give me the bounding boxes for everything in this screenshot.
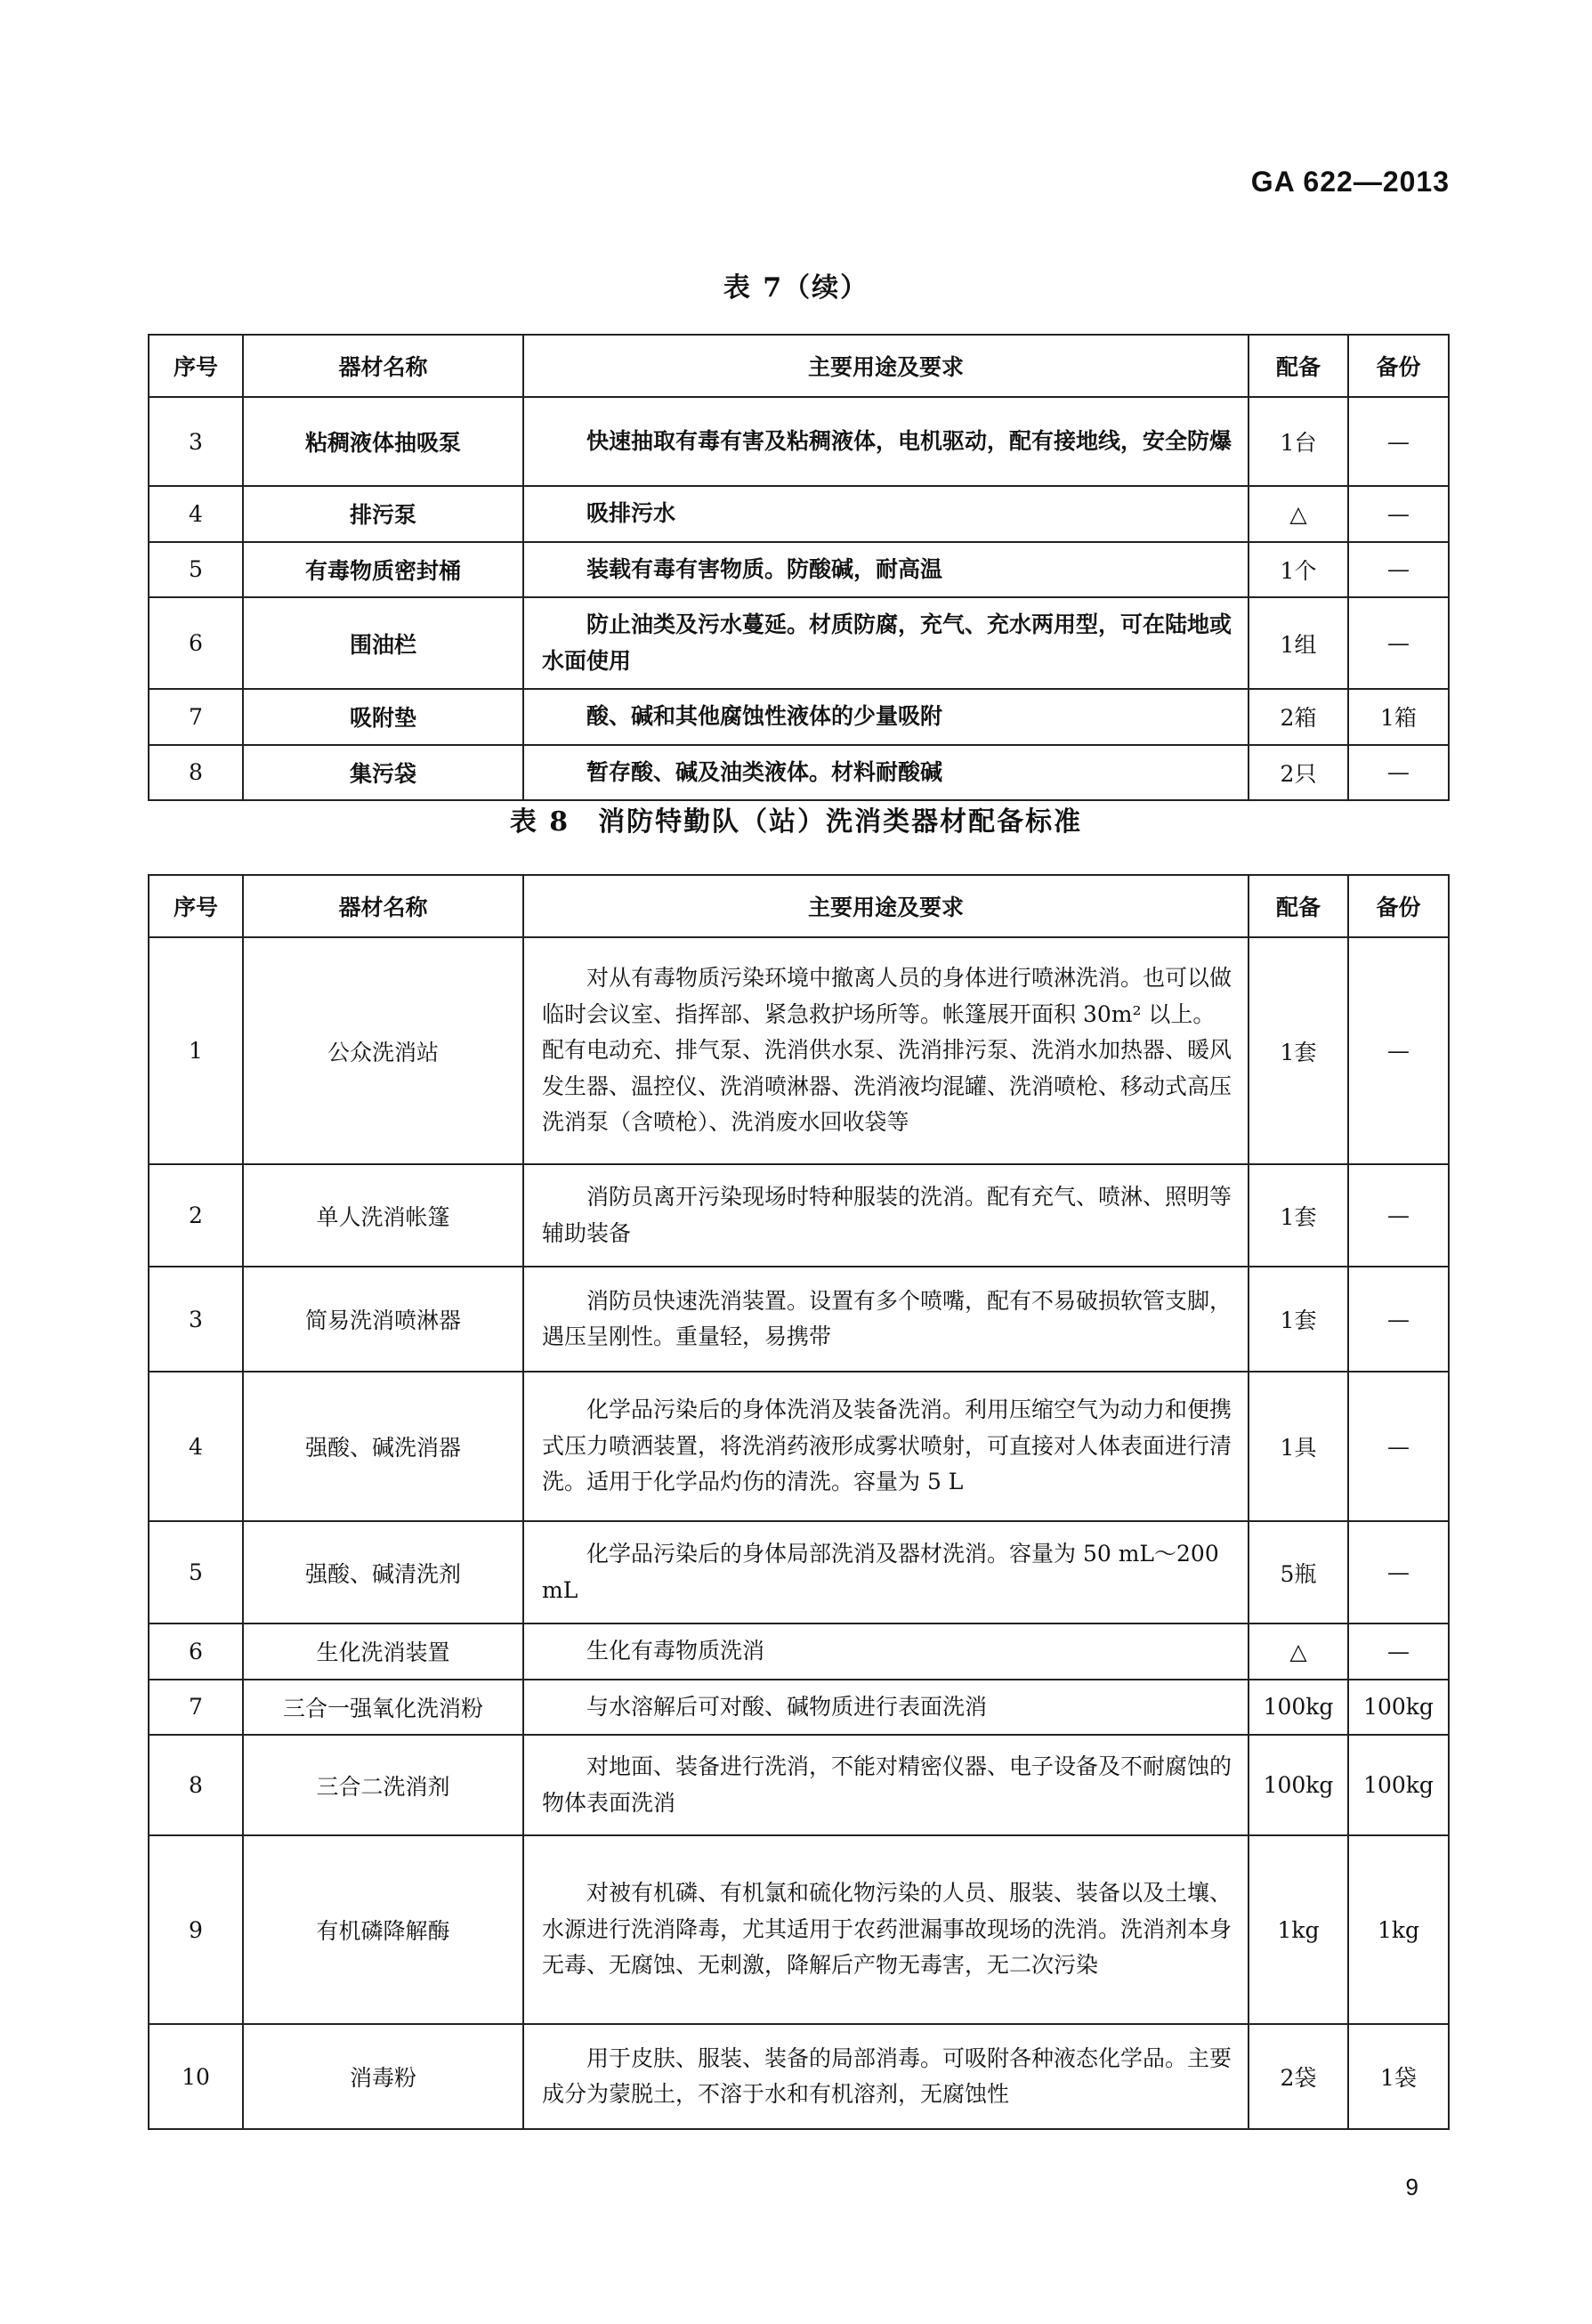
cell-equip: △	[1249, 1624, 1348, 1680]
cell-backup: —	[1348, 937, 1449, 1164]
table8-header-row	[149, 875, 1449, 937]
cell-backup: —	[1348, 745, 1449, 801]
cell-backup: —	[1348, 542, 1449, 598]
header-no: 序号	[149, 875, 243, 937]
cell-backup: —	[1348, 597, 1449, 689]
header-equip: 配备	[1249, 335, 1348, 397]
cell-equip: 1个	[1249, 542, 1348, 598]
cell-no: 7	[149, 1680, 243, 1736]
cell-name: 公众洗消站	[243, 937, 523, 1164]
cell-name: 粘稠液体抽吸泵	[243, 397, 523, 486]
cell-equip: 1kg	[1249, 1835, 1348, 2024]
cell-equip: 1具	[1249, 1372, 1348, 1521]
table-row	[149, 542, 1449, 598]
table-row	[149, 1267, 1449, 1372]
cell-equip: 2袋	[1249, 2024, 1348, 2129]
cell-name: 简易洗消喷淋器	[243, 1267, 523, 1372]
cell-name: 单人洗消帐篷	[243, 1164, 523, 1267]
table7	[148, 334, 1450, 801]
cell-no: 8	[149, 745, 243, 801]
cell-name: 集污袋	[243, 745, 523, 801]
cell-desc: 快速抽取有毒有害及粘稠液体，电机驱动，配有接地线，安全防爆	[523, 397, 1249, 486]
cell-desc: 生化有毒物质洗消	[523, 1624, 1249, 1680]
cell-no: 6	[149, 1624, 243, 1680]
cell-desc: 用于皮肤、服装、装备的局部消毒。可吸附各种液态化学品。主要成分为蒙脱土，不溶于水和有机溶剂，无腐蚀性	[523, 2024, 1249, 2129]
cell-no: 8	[149, 1735, 243, 1835]
table-row	[149, 1680, 1449, 1736]
table-row	[149, 597, 1449, 689]
cell-desc: 装载有毒有害物质。防酸碱，耐高温	[523, 542, 1249, 598]
cell-name: 围油栏	[243, 597, 523, 689]
cell-no: 9	[149, 1835, 243, 2024]
cell-equip: 100kg	[1249, 1680, 1348, 1736]
header-desc: 主要用途及要求	[523, 875, 1249, 937]
table-row	[149, 1164, 1449, 1267]
cell-no: 6	[149, 597, 243, 689]
cell-equip: 100kg	[1249, 1735, 1348, 1835]
standard-code: GA 622—2013	[1250, 166, 1450, 198]
table-row	[149, 1372, 1449, 1521]
cell-backup: —	[1348, 1267, 1449, 1372]
cell-desc: 对地面、装备进行洗消，不能对精密仪器、电子设备及不耐腐蚀的物体表面洗消	[523, 1735, 1249, 1835]
cell-backup: —	[1348, 1164, 1449, 1267]
header-equip: 配备	[1249, 875, 1348, 937]
cell-equip: 1组	[1249, 597, 1348, 689]
table-row	[149, 1835, 1449, 2024]
cell-no: 7	[149, 689, 243, 745]
cell-backup: —	[1348, 1521, 1449, 1624]
cell-backup: —	[1348, 486, 1449, 542]
cell-name: 有毒物质密封桶	[243, 542, 523, 598]
table-row	[149, 1735, 1449, 1835]
cell-no: 5	[149, 542, 243, 598]
table8	[148, 874, 1450, 2130]
header-desc: 主要用途及要求	[523, 335, 1249, 397]
cell-no: 4	[149, 486, 243, 542]
cell-name: 强酸、碱清洗剂	[243, 1521, 523, 1624]
cell-name: 生化洗消装置	[243, 1624, 523, 1680]
cell-equip: 5瓶	[1249, 1521, 1348, 1624]
table7-caption: 表 7（续）	[723, 272, 869, 304]
table-row	[149, 1521, 1449, 1624]
cell-desc: 消防员快速洗消装置。设置有多个喷嘴，配有不易破损软管支脚，遇压呈刚性。重量轻，易携带	[523, 1267, 1249, 1372]
cell-name: 三合二洗消剂	[243, 1735, 523, 1835]
cell-no: 2	[149, 1164, 243, 1267]
header-name: 器材名称	[243, 335, 523, 397]
cell-desc: 对从有毒物质污染环境中撤离人员的身体进行喷淋洗消。也可以做临时会议室、指挥部、紧急救护场所等。帐篷展开面积 30m² 以上。配有电动充、排气泵、洗消供水泵、洗消排污泵、洗消水加热器、暖风发生器、温控仪、洗消喷淋器、洗消液均混罐、洗消喷枪、移动式高压洗消泵（含喷枪）、洗消废水回收袋等	[523, 937, 1249, 1164]
header-backup: 备份	[1348, 875, 1449, 937]
cell-backup: —	[1348, 1624, 1449, 1680]
header-backup: 备份	[1348, 335, 1449, 397]
cell-no: 1	[149, 937, 243, 1164]
header-name: 器材名称	[243, 875, 523, 937]
cell-backup: —	[1348, 397, 1449, 486]
table8-caption: 表 8 消防特勤队（站）洗消类器材配备标准	[509, 806, 1083, 838]
cell-name: 三合一强氧化洗消粉	[243, 1680, 523, 1736]
cell-desc: 对被有机磷、有机氯和硫化物污染的人员、服装、装备以及土壤、水源进行洗消降毒，尤其适用于农药泄漏事故现场的洗消。洗消剂本身无毒、无腐蚀、无刺激，降解后产物无毒害，无二次污染	[523, 1835, 1249, 2024]
cell-equip: 2只	[1249, 745, 1348, 801]
cell-equip: 2箱	[1249, 689, 1348, 745]
table-row	[149, 689, 1449, 745]
cell-backup: —	[1348, 1372, 1449, 1521]
cell-backup: 1kg	[1348, 1835, 1449, 2024]
cell-equip: 1套	[1249, 1164, 1348, 1267]
table-row	[149, 937, 1449, 1164]
cell-equip: 1套	[1249, 1267, 1348, 1372]
cell-equip: 1台	[1249, 397, 1348, 486]
cell-backup: 100kg	[1348, 1735, 1449, 1835]
cell-name: 强酸、碱洗消器	[243, 1372, 523, 1521]
cell-name: 消毒粉	[243, 2024, 523, 2129]
cell-no: 3	[149, 397, 243, 486]
header-no: 序号	[149, 335, 243, 397]
cell-desc: 吸排污水	[523, 486, 1249, 542]
table-row	[149, 397, 1449, 486]
table-row	[149, 745, 1449, 801]
cell-equip: △	[1249, 486, 1348, 542]
cell-name: 排污泵	[243, 486, 523, 542]
cell-no: 5	[149, 1521, 243, 1624]
cell-no: 4	[149, 1372, 243, 1521]
cell-name: 吸附垫	[243, 689, 523, 745]
cell-no: 3	[149, 1267, 243, 1372]
cell-backup: 1袋	[1348, 2024, 1449, 2129]
table-row	[149, 1624, 1449, 1680]
cell-desc: 暂存酸、碱及油类液体。材料耐酸碱	[523, 745, 1249, 801]
table7-header-row	[149, 335, 1449, 397]
cell-no: 10	[149, 2024, 243, 2129]
cell-desc: 化学品污染后的身体洗消及装备洗消。利用压缩空气为动力和便携式压力喷洒装置，将洗消药液形成雾状喷射，可直接对人体表面进行清洗。适用于化学品灼伤的清洗。容量为 5 L	[523, 1372, 1249, 1521]
table-row	[149, 2024, 1449, 2129]
cell-backup: 1箱	[1348, 689, 1449, 745]
cell-name: 有机磷降解酶	[243, 1835, 523, 2024]
cell-desc: 消防员离开污染现场时特种服装的洗消。配有充气、喷淋、照明等辅助装备	[523, 1164, 1249, 1267]
cell-desc: 酸、碱和其他腐蚀性液体的少量吸附	[523, 689, 1249, 745]
table-row	[149, 486, 1449, 542]
cell-equip: 1套	[1249, 937, 1348, 1164]
cell-desc: 与水溶解后可对酸、碱物质进行表面洗消	[523, 1680, 1249, 1736]
cell-backup: 100kg	[1348, 1680, 1449, 1736]
cell-desc: 化学品污染后的身体局部洗消及器材洗消。容量为 50 mL～200 mL	[523, 1521, 1249, 1624]
cell-desc: 防止油类及污水蔓延。材质防腐，充气、充水两用型，可在陆地或水面使用	[523, 597, 1249, 689]
page-number: 9	[1405, 2174, 1418, 2200]
